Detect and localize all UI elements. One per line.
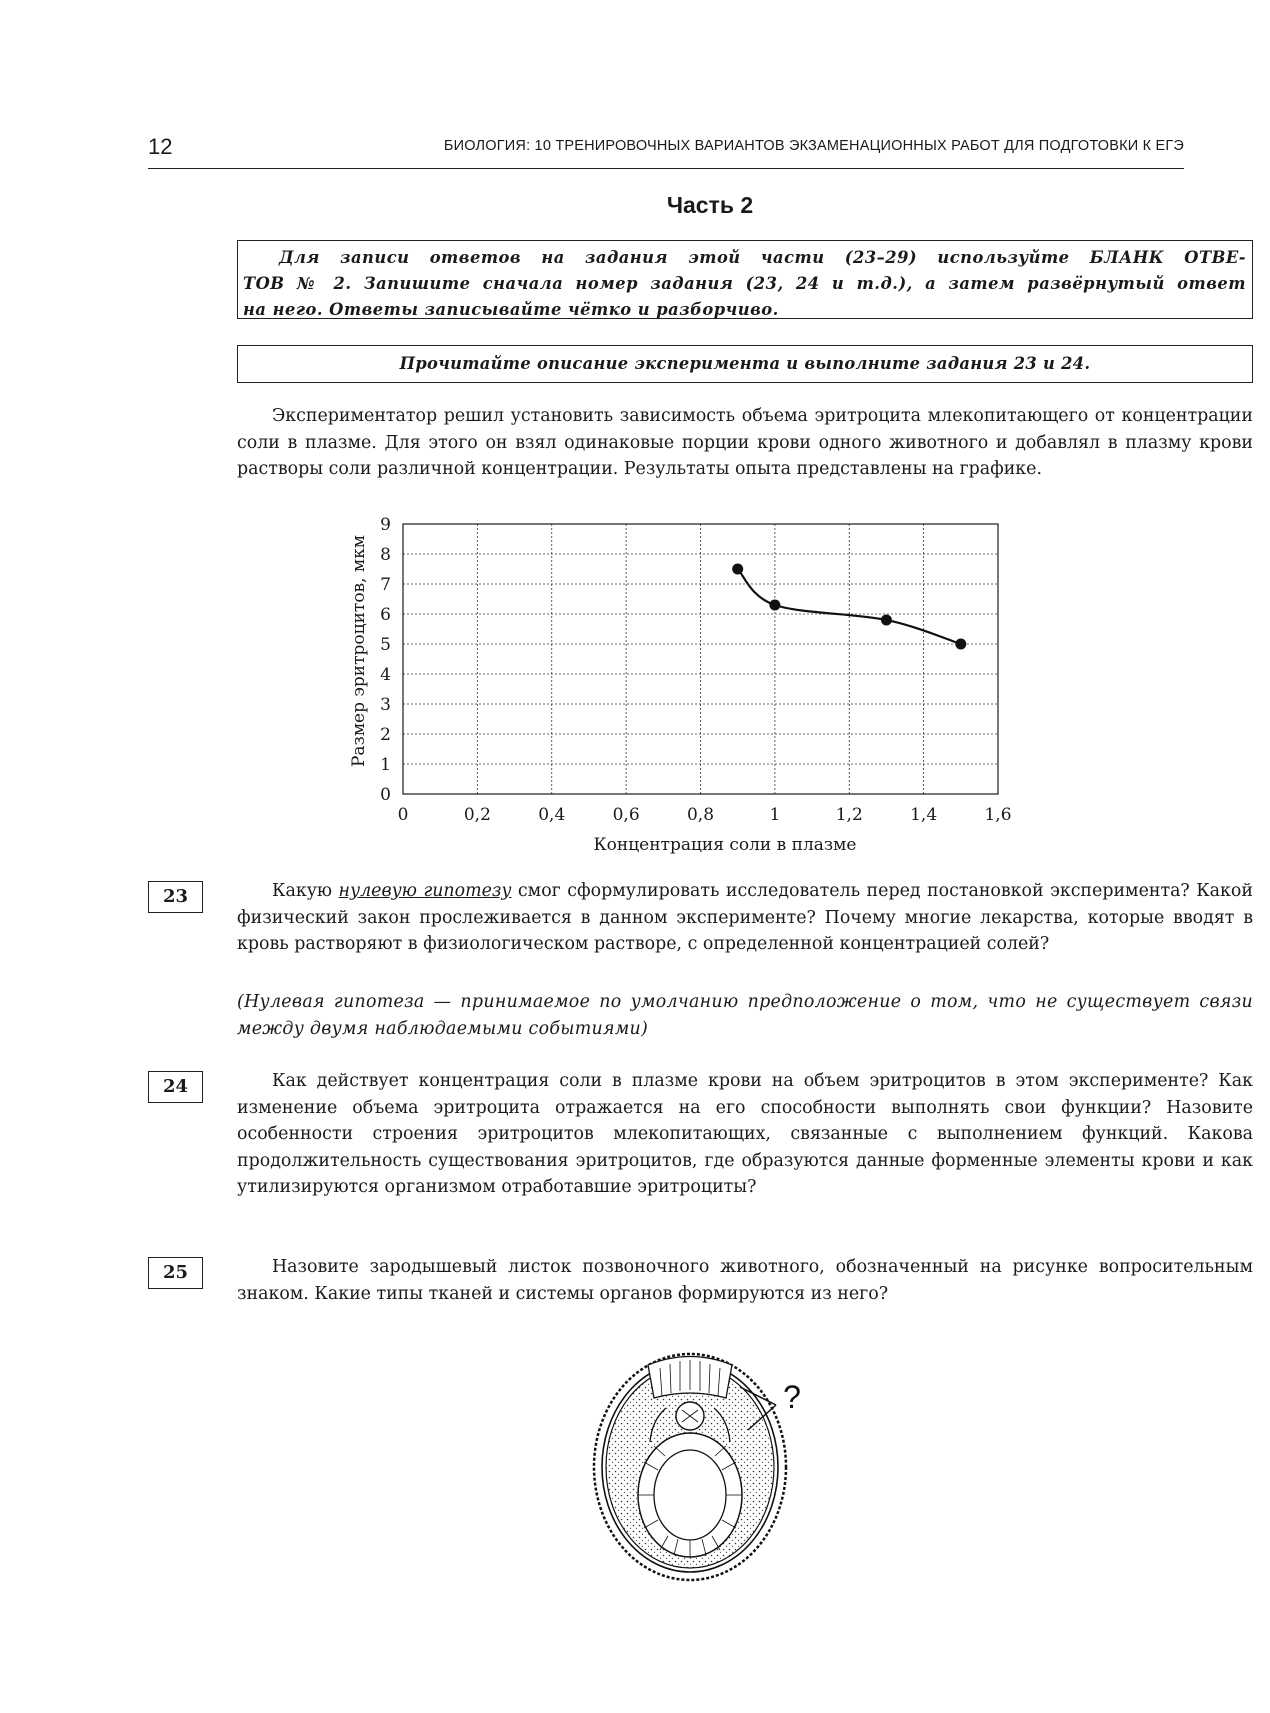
instructions-line-3: на него. Ответы записывайте чётко и разборчиво. bbox=[243, 300, 779, 319]
intro-text: Экспериментатор решил установить зависимость объема эритроцита млекопитающего от концентрации соли в плазме. Для этого он взял одинаковые порции крови одного животного и добавлял в плазму крови растворы соли различной концентрации. Результаты опыта представлены на графике. bbox=[237, 406, 1253, 479]
task-24-body: Как действует концентрация соли в плазме крови на объем эритроцитов в этом эксперименте? Как изменение объема эритроцита отражается на его способности выполнять свои функции? Назовите особенности строения эритроцитов млекопитающих, связанные с выполнением функций. Какова продолжительность существования эритроцитов, где образуются данные форменные элементы крови и как утилизируются организмом отработавшие эритроциты? bbox=[237, 1071, 1253, 1197]
null-hypothesis-term: нулевую гипотезу bbox=[338, 881, 512, 901]
read-instruction-box: Прочитайте описание эксперимента и выполните задания 23 и 24. bbox=[237, 345, 1253, 383]
chart-y-tick-label: 8 bbox=[380, 545, 391, 565]
chart-x-tick-label: 0,2 bbox=[463, 805, 491, 825]
task-25-text bbox=[237, 1254, 1253, 1307]
task-23-note: (Нулевая гипотеза — принимаемое по умолчанию предположение о том, что не существует связи между двумя наблюдаемыми событиями) bbox=[237, 992, 1253, 1039]
chart-x-tick-label: 0 bbox=[397, 805, 409, 825]
task-23-text bbox=[237, 878, 1253, 958]
intro-paragraph bbox=[237, 403, 1253, 483]
chart-xlabel: Концентрация соли в плазме bbox=[593, 835, 857, 855]
chart-y-tick-label: 6 bbox=[380, 605, 391, 625]
task-number-24: 24 bbox=[148, 1071, 203, 1103]
instructions-line-2: ТОВ № 2. Запишите сначала номер задания (23, 24 и т.д.), а затем развёрнутый ответ bbox=[243, 274, 1246, 293]
task-23-text-after: смог сформулировать исследователь перед постановкой эксперимента? Какой физический закон прослеживается в данном эксперименте? Почему многие лекарства, которые вводят в кровь растворяют в физиологическом растворе, с определенной концентрацией солей? bbox=[237, 881, 1253, 954]
chart bbox=[340, 515, 1080, 867]
chart-data-point bbox=[769, 600, 780, 611]
chart-y-tick-label: 1 bbox=[380, 755, 391, 775]
chart-x-tick-label: 0,6 bbox=[612, 805, 640, 825]
task-number-25: 25 bbox=[148, 1257, 203, 1289]
chart-x-tick-label: 1 bbox=[769, 805, 781, 825]
figure-question-mark: ? bbox=[783, 1379, 801, 1415]
running-title: БИОЛОГИЯ: 10 ТРЕНИРОВОЧНЫХ ВАРИАНТОВ ЭКЗАМЕНАЦИОННЫХ РАБОТ ДЛЯ ПОДГОТОВКИ К ЕГЭ bbox=[443, 138, 1184, 154]
page-number: 12 bbox=[148, 134, 173, 159]
chart-data-point bbox=[955, 639, 966, 650]
chart-x-tick-label: 0,4 bbox=[538, 805, 566, 825]
chart-y-tick-label: 0 bbox=[380, 785, 391, 805]
chart-y-tick-label: 9 bbox=[380, 515, 391, 535]
task-24-text bbox=[237, 1068, 1253, 1201]
chart-y-tick-label: 5 bbox=[380, 635, 391, 655]
chart-data-point bbox=[732, 564, 743, 575]
chart-ylabel: Размер эритроцитов, мкм bbox=[349, 534, 369, 768]
chart-x-tick-label: 1,6 bbox=[984, 805, 1012, 825]
chart-x-tick-label: 1,4 bbox=[910, 805, 938, 825]
instructions-line-1: Для записи ответов на задания этой части (23–29) используйте БЛАНК ОТВЕ- bbox=[279, 248, 1246, 267]
chart-y-tick-label: 2 bbox=[380, 725, 391, 745]
chart-data-point bbox=[881, 615, 892, 626]
task-23-text-before: Какую bbox=[272, 881, 339, 901]
header-rule bbox=[148, 168, 1184, 169]
chart-x-tick-label: 1,2 bbox=[835, 805, 863, 825]
embryo-cross-section-icon bbox=[590, 1350, 840, 1585]
part-title: Часть 2 bbox=[666, 192, 754, 218]
chart-y-tick-label: 3 bbox=[380, 695, 391, 715]
instructions-box bbox=[237, 240, 1253, 319]
chart-x-tick-label: 0,8 bbox=[686, 805, 715, 825]
chart-y-tick-label: 4 bbox=[380, 665, 391, 685]
chart-y-tick-label: 7 bbox=[380, 575, 391, 595]
task-25-body: Назовите зародышевый листок позвоночного животного, обозначенный на рисунке вопросительным знаком. Какие типы тканей и системы органов формируются из него? bbox=[237, 1257, 1253, 1304]
task-number-23: 23 bbox=[148, 881, 203, 913]
